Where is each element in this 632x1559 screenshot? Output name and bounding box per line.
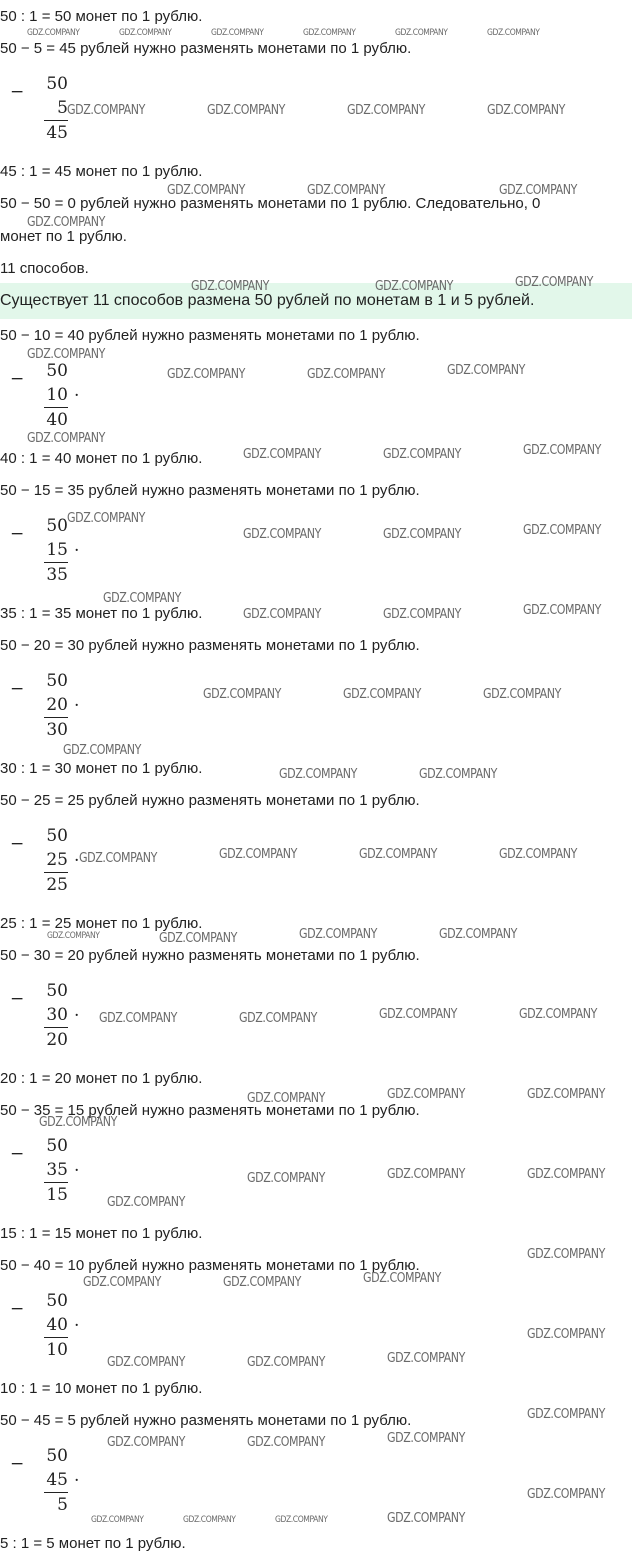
watermark-text: GDZ.COMPANY <box>167 183 245 198</box>
column-result: 40 <box>44 407 68 432</box>
column-result: 30 <box>44 717 68 742</box>
column-result: 45 <box>44 120 68 145</box>
watermark-text: GDZ.COMPANY <box>387 1167 465 1182</box>
watermark-text: GDZ.COMPANY <box>191 279 269 294</box>
text-line: 50 − 20 = 30 рублей нужно разменять монетами по 1 рублю. <box>0 637 420 654</box>
column-subtraction <box>44 979 68 1052</box>
minus-sign: − <box>10 834 25 854</box>
watermark-text: GDZ.COMPANY <box>99 1011 177 1026</box>
watermark-text: GDZ.COMPANY <box>307 367 385 382</box>
text-line: 11 способов. <box>0 260 89 277</box>
minus-sign: − <box>10 679 25 699</box>
minus-sign: − <box>10 82 25 102</box>
period-mark: . <box>74 381 80 401</box>
watermark-text: GDZ.COMPANY <box>91 1515 144 1525</box>
watermark-text: GDZ.COMPANY <box>183 1515 236 1525</box>
watermark-text: GDZ.COMPANY <box>387 1351 465 1366</box>
watermark-text: GDZ.COMPANY <box>207 103 285 118</box>
column-result: 20 <box>44 1027 68 1052</box>
watermark-text: GDZ.COMPANY <box>243 527 321 542</box>
watermark-text: GDZ.COMPANY <box>239 1011 317 1026</box>
watermark-text: GDZ.COMPANY <box>39 1115 117 1130</box>
watermark-text: GDZ.COMPANY <box>247 1355 325 1370</box>
watermark-text: GDZ.COMPANY <box>243 447 321 462</box>
column-subtraction <box>44 669 68 742</box>
watermark-text: GDZ.COMPANY <box>247 1091 325 1106</box>
watermark-text: GDZ.COMPANY <box>527 1327 605 1342</box>
watermark-text: GDZ.COMPANY <box>439 927 517 942</box>
watermark-text: GDZ.COMPANY <box>347 103 425 118</box>
column-subtrahend: 45 <box>46 1470 68 1490</box>
column-minuend: 50 <box>46 981 68 1001</box>
watermark-text: GDZ.COMPANY <box>107 1195 185 1210</box>
minus-sign: − <box>10 369 25 389</box>
text-line: 5 : 1 = 5 монет по 1 рублю. <box>0 1535 186 1552</box>
watermark-text: GDZ.COMPANY <box>419 767 497 782</box>
watermark-text: GDZ.COMPANY <box>119 28 172 38</box>
watermark-text: GDZ.COMPANY <box>27 215 105 230</box>
column-subtrahend: 5 <box>57 98 68 118</box>
watermark-text: GDZ.COMPANY <box>275 1515 328 1525</box>
text-line: 50 − 10 = 40 рублей нужно разменять монетами по 1 рублю. <box>0 327 420 344</box>
watermark-text: GDZ.COMPANY <box>379 1007 457 1022</box>
column-minuend: 50 <box>46 671 68 691</box>
period-mark: . <box>74 1156 80 1176</box>
text-line: 25 : 1 = 25 монет по 1 рублю. <box>0 915 203 932</box>
text-line: 45 : 1 = 45 монет по 1 рублю. <box>0 163 203 180</box>
watermark-text: GDZ.COMPANY <box>159 931 237 946</box>
text-line: 50 − 30 = 20 рублей нужно разменять монетами по 1 рублю. <box>0 947 420 964</box>
watermark-text: GDZ.COMPANY <box>499 183 577 198</box>
watermark-text: GDZ.COMPANY <box>359 847 437 862</box>
watermark-text: GDZ.COMPANY <box>67 511 145 526</box>
text-line: 50 − 50 = 0 рублей нужно разменять монетами по 1 рублю. Следовательно, 0 <box>0 195 541 212</box>
watermark-text: GDZ.COMPANY <box>247 1171 325 1186</box>
column-result: 35 <box>44 562 68 587</box>
watermark-text: GDZ.COMPANY <box>219 847 297 862</box>
column-subtrahend: 35 <box>46 1160 68 1180</box>
watermark-text: GDZ.COMPANY <box>307 183 385 198</box>
watermark-text: GDZ.COMPANY <box>375 279 453 294</box>
watermark-text: GDZ.COMPANY <box>387 1087 465 1102</box>
column-subtrahend: 10 <box>46 385 68 405</box>
watermark-text: GDZ.COMPANY <box>487 103 565 118</box>
period-mark: . <box>74 691 80 711</box>
column-minuend: 50 <box>46 361 68 381</box>
text-line: 50 − 25 = 25 рублей нужно разменять монетами по 1 рублю. <box>0 792 420 809</box>
minus-sign: − <box>10 1144 25 1164</box>
text-line: 50 : 1 = 50 монет по 1 рублю. <box>0 8 203 25</box>
period-mark: . <box>74 1311 80 1331</box>
minus-sign: − <box>10 1299 25 1319</box>
answer-highlight: Существует 11 способов размена 50 рублей по монетам в 1 и 5 рублей. <box>0 283 632 319</box>
text-line: 50 − 35 = 15 рублей нужно разменять монетами по 1 рублю. <box>0 1102 420 1119</box>
watermark-text: GDZ.COMPANY <box>211 28 264 38</box>
watermark-text: GDZ.COMPANY <box>303 28 356 38</box>
watermark-text: GDZ.COMPANY <box>523 443 601 458</box>
watermark-text: GDZ.COMPANY <box>363 1271 441 1286</box>
watermark-text: GDZ.COMPANY <box>103 591 181 606</box>
watermark-text: GDZ.COMPANY <box>107 1435 185 1450</box>
column-subtrahend: 15 <box>46 540 68 560</box>
column-subtraction <box>44 824 68 897</box>
column-subtrahend: 25 <box>46 850 68 870</box>
text-line: 50 − 5 = 45 рублей нужно разменять монетами по 1 рублю. <box>0 40 412 57</box>
column-subtrahend: 30 <box>46 1005 68 1025</box>
watermark-text: GDZ.COMPANY <box>527 1087 605 1102</box>
watermark-text: GDZ.COMPANY <box>67 103 145 118</box>
text-line: 15 : 1 = 15 монет по 1 рублю. <box>0 1225 203 1242</box>
watermark-text: GDZ.COMPANY <box>83 1275 161 1290</box>
watermark-text: GDZ.COMPANY <box>387 1431 465 1446</box>
watermark-text: GDZ.COMPANY <box>299 927 377 942</box>
watermark-text: GDZ.COMPANY <box>447 363 525 378</box>
column-minuend: 50 <box>46 1291 68 1311</box>
watermark-text: GDZ.COMPANY <box>499 847 577 862</box>
watermark-text: GDZ.COMPANY <box>395 28 448 38</box>
watermark-text: GDZ.COMPANY <box>383 527 461 542</box>
text-line: 30 : 1 = 30 монет по 1 рублю. <box>0 760 203 777</box>
column-result: 5 <box>44 1492 68 1517</box>
watermark-text: GDZ.COMPANY <box>523 523 601 538</box>
watermark-text: GDZ.COMPANY <box>223 1275 301 1290</box>
watermark-text: GDZ.COMPANY <box>527 1167 605 1182</box>
period-mark: . <box>74 1466 80 1486</box>
watermark-text: GDZ.COMPANY <box>523 603 601 618</box>
column-minuend: 50 <box>46 516 68 536</box>
watermark-text: GDZ.COMPANY <box>243 607 321 622</box>
watermark-text: GDZ.COMPANY <box>167 367 245 382</box>
watermark-text: GDZ.COMPANY <box>527 1407 605 1422</box>
period-mark: . <box>74 1001 80 1021</box>
watermark-text: GDZ.COMPANY <box>203 687 281 702</box>
watermark-text: GDZ.COMPANY <box>27 28 80 38</box>
watermark-text: GDZ.COMPANY <box>343 687 421 702</box>
watermark-text: GDZ.COMPANY <box>519 1007 597 1022</box>
watermark-text: GDZ.COMPANY <box>27 347 105 362</box>
column-subtrahend: 20 <box>46 695 68 715</box>
column-subtraction <box>44 359 68 432</box>
column-minuend: 50 <box>46 1136 68 1156</box>
column-subtrahend: 40 <box>46 1315 68 1335</box>
watermark-text: GDZ.COMPANY <box>387 1511 465 1526</box>
text-line: 50 − 15 = 35 рублей нужно разменять монетами по 1 рублю. <box>0 482 420 499</box>
column-subtraction <box>44 514 68 587</box>
minus-sign: − <box>10 524 25 544</box>
text-line: монет по 1 рублю. <box>0 228 127 245</box>
column-subtraction <box>44 72 68 145</box>
text-line: 10 : 1 = 10 монет по 1 рублю. <box>0 1380 203 1397</box>
watermark-text: GDZ.COMPANY <box>107 1355 185 1370</box>
text-line: 35 : 1 = 35 монет по 1 рублю. <box>0 605 203 622</box>
watermark-text: GDZ.COMPANY <box>279 767 357 782</box>
watermark-text: GDZ.COMPANY <box>483 687 561 702</box>
column-subtraction <box>44 1134 68 1207</box>
watermark-text: GDZ.COMPANY <box>487 28 540 38</box>
watermark-text: GDZ.COMPANY <box>63 743 141 758</box>
column-result: 10 <box>44 1337 68 1362</box>
minus-sign: − <box>10 989 25 1009</box>
watermark-text: GDZ.COMPANY <box>383 447 461 462</box>
column-minuend: 50 <box>46 826 68 846</box>
minus-sign: − <box>10 1454 25 1474</box>
period-mark: . <box>74 846 80 866</box>
watermark-text: GDZ.COMPANY <box>27 431 105 446</box>
column-subtraction <box>44 1289 68 1362</box>
watermark-text: GDZ.COMPANY <box>47 931 100 941</box>
column-minuend: 50 <box>46 74 68 94</box>
column-minuend: 50 <box>46 1446 68 1466</box>
watermark-text: GDZ.COMPANY <box>79 851 157 866</box>
column-subtraction <box>44 1444 68 1517</box>
text-line: 40 : 1 = 40 монет по 1 рублю. <box>0 450 203 467</box>
watermark-text: GDZ.COMPANY <box>515 275 593 290</box>
watermark-text: GDZ.COMPANY <box>383 607 461 622</box>
watermark-text: GDZ.COMPANY <box>247 1435 325 1450</box>
column-result: 15 <box>44 1182 68 1207</box>
watermark-text: GDZ.COMPANY <box>527 1247 605 1262</box>
watermark-text: GDZ.COMPANY <box>527 1487 605 1502</box>
column-result: 25 <box>44 872 68 897</box>
period-mark: . <box>74 536 80 556</box>
text-line: 50 − 40 = 10 рублей нужно разменять монетами по 1 рублю. <box>0 1257 420 1274</box>
text-line: 20 : 1 = 20 монет по 1 рублю. <box>0 1070 203 1087</box>
text-line: 50 − 45 = 5 рублей нужно разменять монетами по 1 рублю. <box>0 1412 412 1429</box>
